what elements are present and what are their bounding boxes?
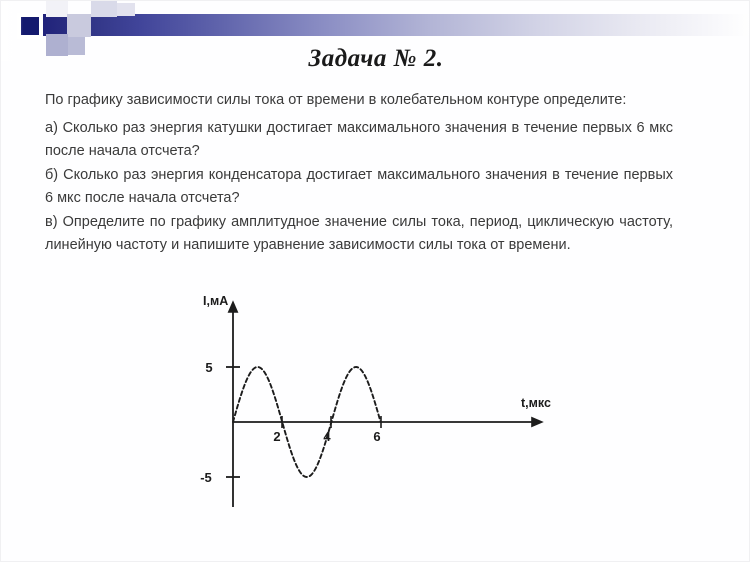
problem-text	[45, 89, 673, 258]
current-vs-time-graph	[181, 289, 581, 529]
decor-square-e	[91, 0, 117, 17]
problem-item-b: б) Сколько раз энергия конденсатора достигает максимального значения в течение первых 6 мкс после начала отсчета?	[45, 167, 673, 206]
x-axis-label: t,мкс	[521, 396, 551, 410]
decor-square-c	[46, 1, 68, 17]
decor-square-a	[21, 17, 39, 35]
y-tick-label-5: 5	[205, 360, 213, 375]
decor-square-d	[67, 14, 91, 37]
page-title: Задача № 2.	[308, 45, 444, 72]
problem-item-c: в) Определите по графику амплитудное значение силы тока, период, циклическую частоту, линейную частоту и напишите уравнение зависимости силы тока от времени.	[45, 214, 673, 253]
graph-svg	[181, 289, 581, 529]
y-tick-label-minus5: -5	[200, 470, 212, 485]
x-tick-label-2: 2	[273, 429, 281, 444]
x-tick-label-4: 4	[323, 429, 331, 444]
problem-lead: По графику зависимости силы тока от времени в колебательном контуре определите:	[45, 92, 627, 108]
gradient-band	[41, 14, 750, 36]
y-axis-label: I,мА	[203, 294, 229, 308]
problem-item-a: а) Сколько раз энергия катушки достигает максимального значения в течение первых 6 мкс после начала отсчета?	[45, 120, 673, 159]
x-tick-label-6: 6	[373, 429, 381, 444]
